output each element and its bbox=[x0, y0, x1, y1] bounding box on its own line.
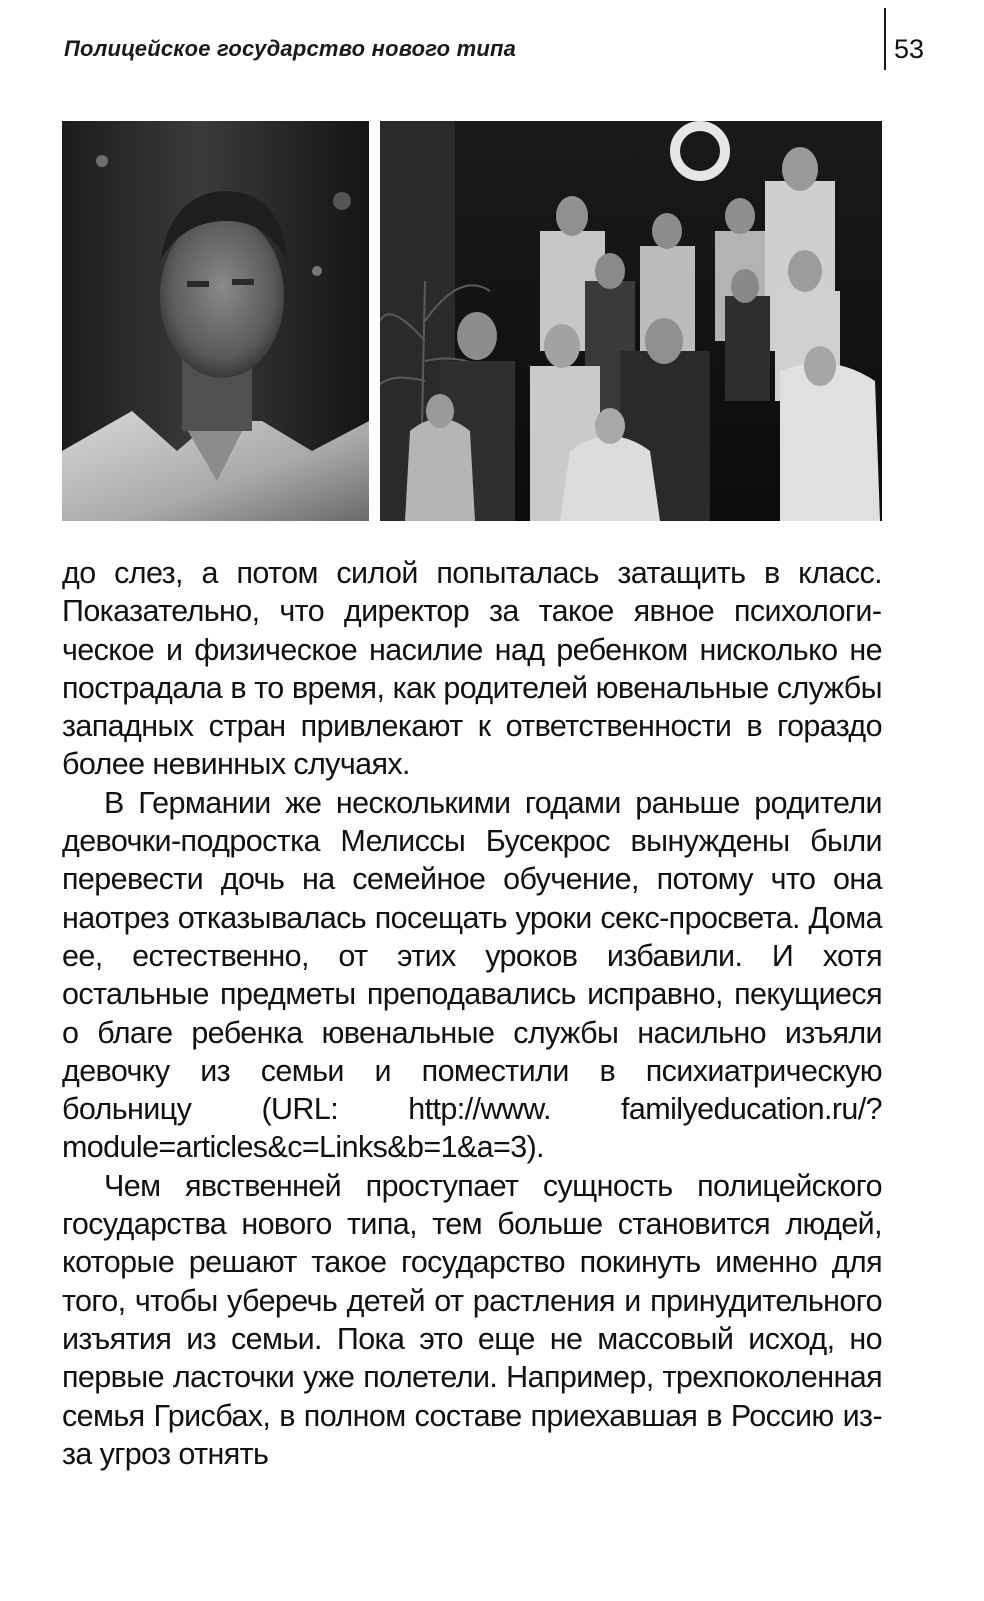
paragraph-1: до слез, а потом силой попыталась затащить в класс. Показательно, что директор за такое явное психологическое и физическое насилие над ребенком нисколько не пострадала в то время, как родителей ювенальные службы западных стран привлекают к ответственности в гораздо более невинных случаях. bbox=[62, 556, 882, 782]
family-photo bbox=[380, 121, 882, 521]
header-rule bbox=[884, 8, 886, 70]
page-number: 53 bbox=[894, 34, 925, 64]
paragraph-2: В Германии же несколькими годами раньше родители девочки-подростка Мелиссы Бусекрос вынуждены были перевести дочь на семейное обучение, потому что она наотрез отказывалась посещать уроки секс-просвета. Дома ее, естественно, от этих уроков избавили. И хотя остальные предметы преподавались исправно, пекущиеся о благе ребенка ювенальные службы насильно изъяли девочку из семьи и поместили в психиатрическую больницу (URL: http://www. familyeducation.ru/?module=articles&c=Links&b=1&a=3). bbox=[62, 785, 882, 1165]
running-title: Полицейское государство нового типа bbox=[64, 36, 517, 61]
paragraph-3: Чем явственней проступает сущность полицейского государства нового типа, тем больше становится людей, которые решают такое государство покинуть именно для того, чтобы уберечь детей от растления и принудительного изъятия из семьи. Пока это еще не массовый исход, но первые ласточки уже полетели. Например, трехпоколенная семья Грисбах, в полном составе приехавшая в Россию из-за угроз отнять bbox=[62, 1168, 882, 1471]
photo-strip bbox=[62, 121, 882, 521]
running-head bbox=[64, 34, 925, 74]
body-text bbox=[62, 554, 882, 1473]
portrait-photo bbox=[62, 121, 369, 521]
